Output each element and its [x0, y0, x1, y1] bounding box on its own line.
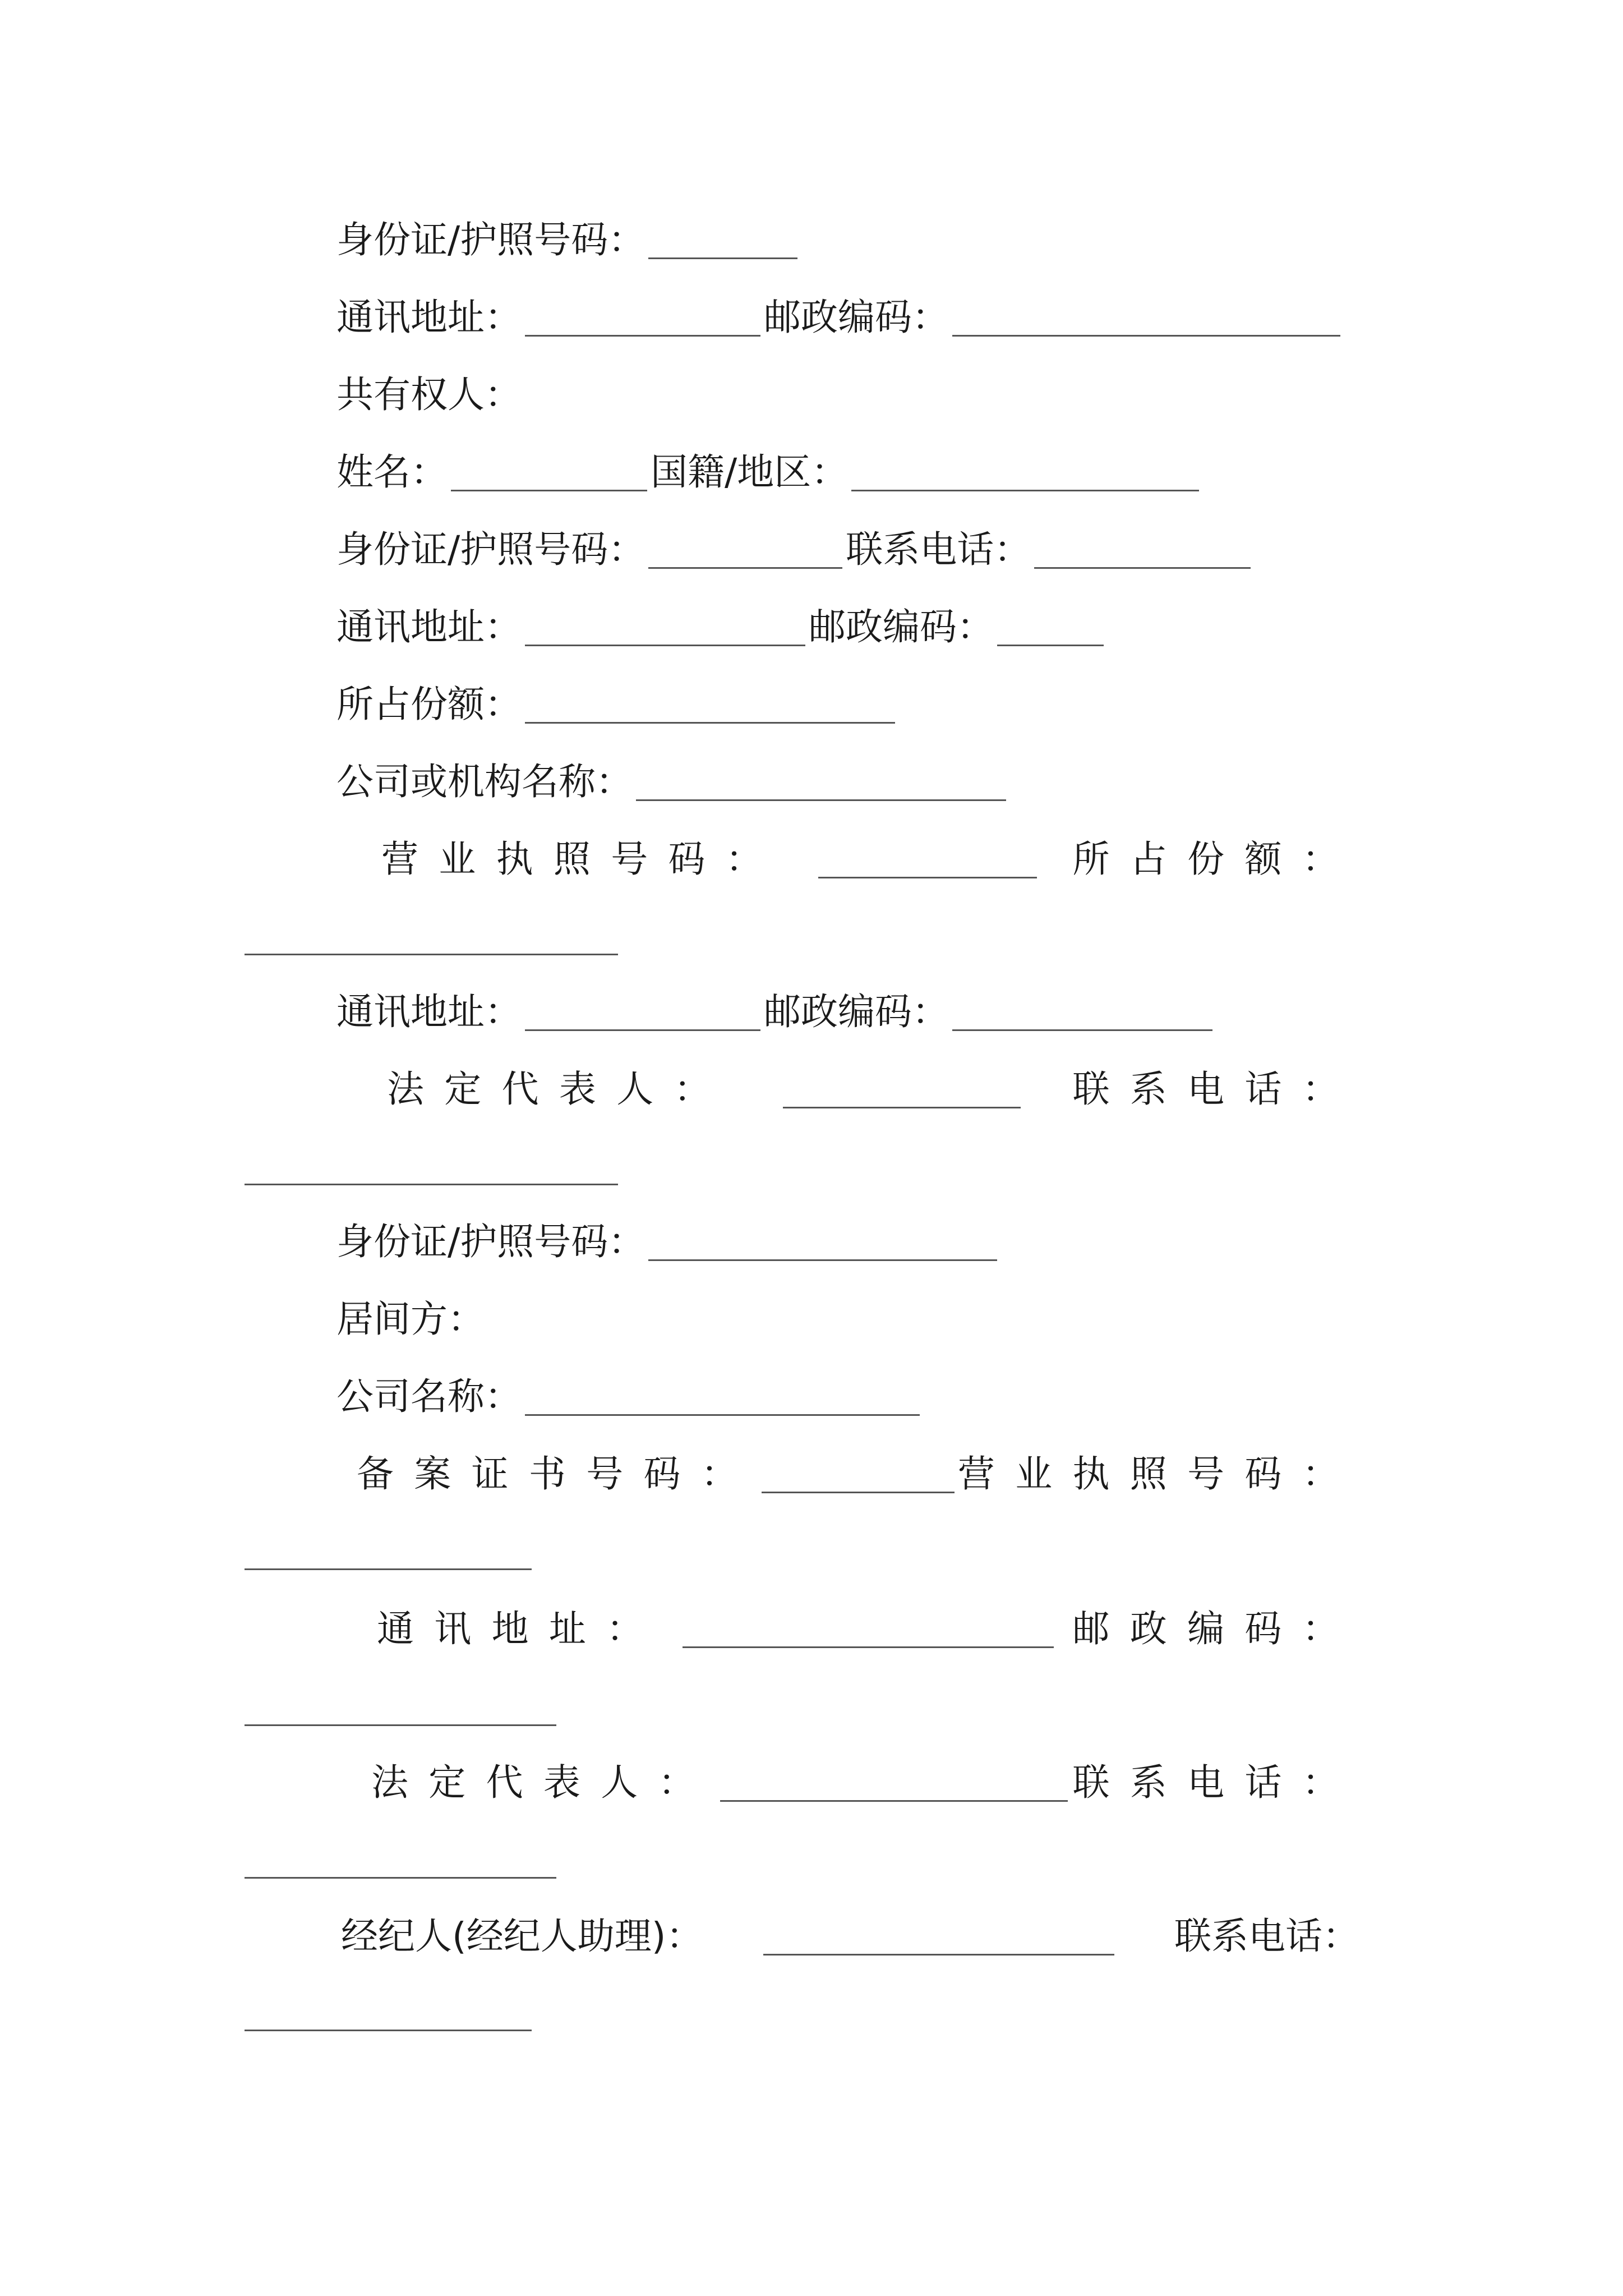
- license-number-label: 营业执照号码：: [957, 1452, 1359, 1496]
- owner-address-row: [336, 291, 1344, 344]
- co-owner-license-row: [381, 832, 1359, 886]
- broker-heading-row: [336, 1292, 485, 1346]
- record-cert-label: 备案证书号码：: [357, 1452, 759, 1496]
- address-field[interactable]: [683, 1646, 1054, 1648]
- postcode-field[interactable]: [245, 1724, 556, 1726]
- id-number-field[interactable]: [648, 567, 842, 569]
- co-owner-id-row: [336, 523, 1254, 577]
- nationality-field[interactable]: [851, 490, 1199, 491]
- broker-record-row: [357, 1447, 1359, 1501]
- postcode-field[interactable]: [952, 1029, 1212, 1031]
- postcode-label: 邮政编码：: [809, 605, 994, 648]
- agent-field[interactable]: [763, 1954, 1114, 1955]
- co-owner-share-row: [336, 678, 898, 731]
- co-owner-heading-row: [336, 368, 522, 422]
- agent-row: [341, 1910, 1359, 1963]
- share-label: 所占份额：: [1072, 838, 1359, 881]
- id-number-label: 身份证/护照号码：: [336, 218, 645, 261]
- legal-rep-label: 法定代表人：: [387, 1068, 731, 1111]
- name-field[interactable]: [451, 490, 647, 491]
- phone-field[interactable]: [245, 1877, 556, 1879]
- license-number-label: 营业执照号码：: [381, 838, 783, 881]
- co-owner-name-row: [336, 445, 1202, 499]
- address-field[interactable]: [525, 645, 805, 646]
- name-label: 姓名：: [336, 450, 448, 494]
- address-label: 通讯地址：: [336, 296, 522, 339]
- company-name-field[interactable]: [636, 799, 1006, 801]
- postcode-field[interactable]: [952, 335, 1340, 337]
- phone-field[interactable]: [245, 2030, 532, 2031]
- share-label: 所占份额：: [336, 683, 522, 726]
- broker-company-row: [336, 1370, 923, 1424]
- address-field[interactable]: [525, 1029, 760, 1031]
- company-name-field[interactable]: [525, 1414, 920, 1416]
- co-owner-address-row: [336, 600, 1107, 654]
- rep-id-row: [336, 1215, 1000, 1269]
- co-owner-heading: 共有权人：: [336, 373, 522, 416]
- broker-address-row: [377, 1602, 1359, 1656]
- company-name-label: 公司或机构名称：: [336, 760, 633, 803]
- phone-label: 联系电话：: [1072, 1068, 1359, 1111]
- share-field[interactable]: [525, 722, 895, 724]
- postcode-label: 邮政编码：: [1072, 1607, 1359, 1650]
- owner-id-row: [336, 213, 801, 267]
- address-label: 通讯地址：: [377, 1607, 664, 1650]
- address-label: 通讯地址：: [336, 605, 522, 648]
- id-number-field[interactable]: [648, 257, 797, 259]
- share-field[interactable]: [245, 954, 618, 955]
- co-owner-legal-rep-row: [387, 1062, 1359, 1116]
- phone-field[interactable]: [1034, 567, 1251, 569]
- broker-legal-rep-row: [371, 1756, 1359, 1810]
- phone-label: 联系电话：: [1174, 1915, 1359, 1958]
- license-number-field[interactable]: [818, 877, 1037, 878]
- record-cert-field[interactable]: [762, 1492, 955, 1493]
- broker-heading: 居间方：: [336, 1297, 485, 1341]
- nationality-label: 国籍/地区：: [651, 450, 849, 494]
- postcode-label: 邮政编码：: [764, 990, 949, 1033]
- id-number-field[interactable]: [648, 1259, 997, 1261]
- legal-rep-label: 法定代表人：: [371, 1761, 716, 1804]
- co-owner-address2-row: [336, 985, 1216, 1039]
- postcode-field[interactable]: [997, 645, 1104, 646]
- legal-rep-field[interactable]: [720, 1800, 1068, 1802]
- id-number-label: 身份证/护照号码：: [336, 528, 645, 571]
- co-owner-company-row: [336, 755, 1009, 809]
- address-field[interactable]: [525, 335, 760, 337]
- license-number-field[interactable]: [245, 1568, 532, 1570]
- phone-field[interactable]: [245, 1184, 618, 1185]
- id-number-label: 身份证/护照号码：: [336, 1220, 645, 1263]
- company-name-label: 公司名称：: [336, 1375, 522, 1418]
- phone-label: 联系电话：: [1072, 1761, 1359, 1804]
- legal-rep-field[interactable]: [783, 1107, 1021, 1108]
- postcode-label: 邮政编码：: [764, 296, 949, 339]
- agent-label: 经纪人(经纪人助理)：: [341, 1915, 703, 1958]
- phone-label: 联系电话：: [846, 528, 1031, 571]
- address-label: 通讯地址：: [336, 990, 522, 1033]
